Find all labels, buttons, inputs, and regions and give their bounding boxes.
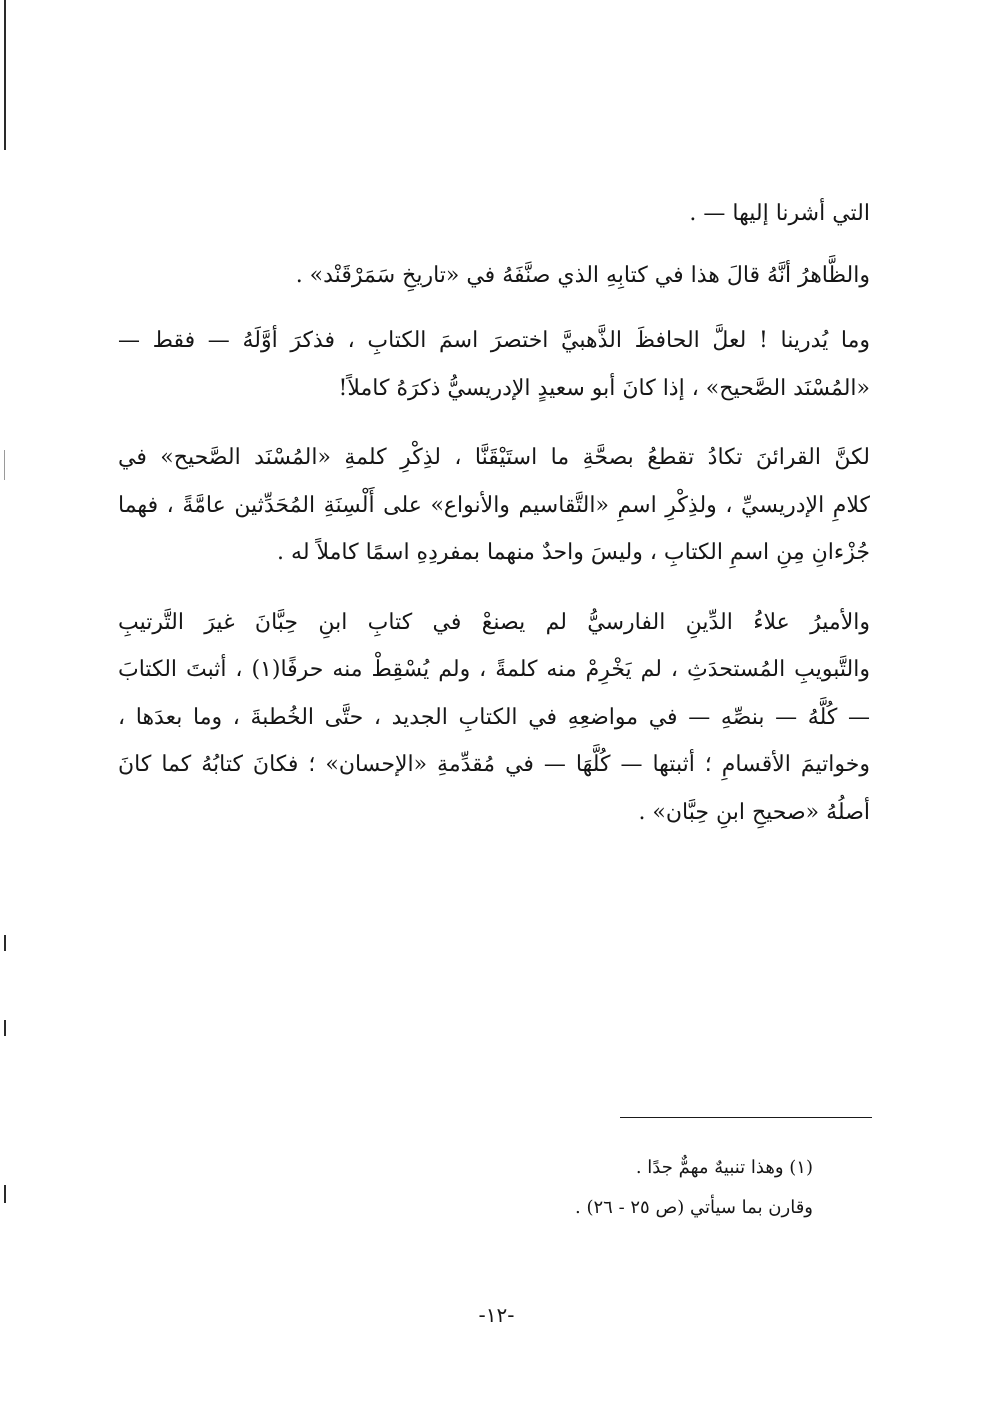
paragraph — [118, 252, 870, 300]
text-line: والتَّبويبِ المُستحدَثِ ، لم يَخْرِمْ منه كلمةً ، ولم يُسْقِطْ منه حرفًا(١) ، أثبتَ الكتابَ — [118, 657, 870, 682]
footnote-separator — [620, 1117, 872, 1118]
paragraph — [118, 317, 870, 412]
scan-edge-mark — [4, 935, 6, 951]
page-number: -١٢- — [478, 1303, 515, 1327]
text-line: لكنَّ القرائنَ تكادُ تقطعُ بصحَّةِ ما استَيْقَنَّا ، لذِكْرِ كلمةِ «المُسْنَد الصَّحيح» في — [118, 445, 870, 470]
text-line: والأميرُ علاءُ الدِّينِ الفارسيُّ لم يصنعْ في كتابِ ابنِ حِبَّانَ غيرَ التَّرتيبِ — [118, 609, 870, 635]
text-line: وخواتيمَ الأقسامِ ؛ أثبتها — كُلَّهَا — في مُقدِّمةِ «الإحسان» ؛ فكانَ كتابُهُ كما كانَ — [118, 752, 870, 777]
text-line: التي أشرنا إليها — . — [689, 201, 870, 226]
text-line: وما يُدرينا ! لعلَّ الحافظَ الذَّهبيَّ اختصرَ اسمَ الكتابِ ، فذكرَ أوَّلَهُ — فقط — — [118, 328, 870, 353]
scan-edge-mark — [4, 0, 6, 150]
footnotes — [575, 1148, 813, 1228]
footnote: (١) وهذا تنبيهٌ مهمٌّ جدًا . — [635, 1157, 813, 1178]
text-line: «المُسْنَد الصَّحيح» ، إذا كانَ أبو سعيدٍ الإدريسيُّ ذكرَهُ كاملاً! — [338, 375, 870, 401]
paragraph — [118, 599, 870, 837]
text-line: كلامِ الإدريسيِّ ، ولذِكْرِ اسمِ «التَّقاسيم والأنواع» على أَلْسِنَةِ المُحَدِّثين عامَّةً ، فهما — [118, 492, 870, 518]
text-line: جُزْءانِ مِنِ اسمِ الكتابِ ، وليسَ واحدٌ منهما بمفردِهِ اسمًا كاملاً له . — [277, 540, 870, 565]
paragraph — [118, 434, 870, 577]
main-text — [118, 190, 870, 859]
paragraph — [118, 190, 870, 238]
scan-edge-mark — [4, 450, 5, 480]
text-line: أصلُهُ «صحيحِ ابنِ حِبَّان» . — [638, 799, 870, 825]
footnote: وقارن بما سيأتي (ص ٢٥ - ٢٦) . — [575, 1197, 813, 1218]
scan-edge-mark — [4, 1185, 6, 1203]
text-line: — كُلَّهُ — بنصِّهِ — في مواضعِهِ في الكتابِ الجديد ، حتَّى الخُطبةَ ، وما بعدَها ، — [118, 704, 870, 730]
text-line: والظَّاهرُ أنَّهُ قالَ هذا في كتابِهِ الذي صنَّفَهُ في «تاريخِ سَمَرْقَنْد» . — [295, 262, 870, 288]
scan-edge-mark — [4, 1020, 6, 1036]
